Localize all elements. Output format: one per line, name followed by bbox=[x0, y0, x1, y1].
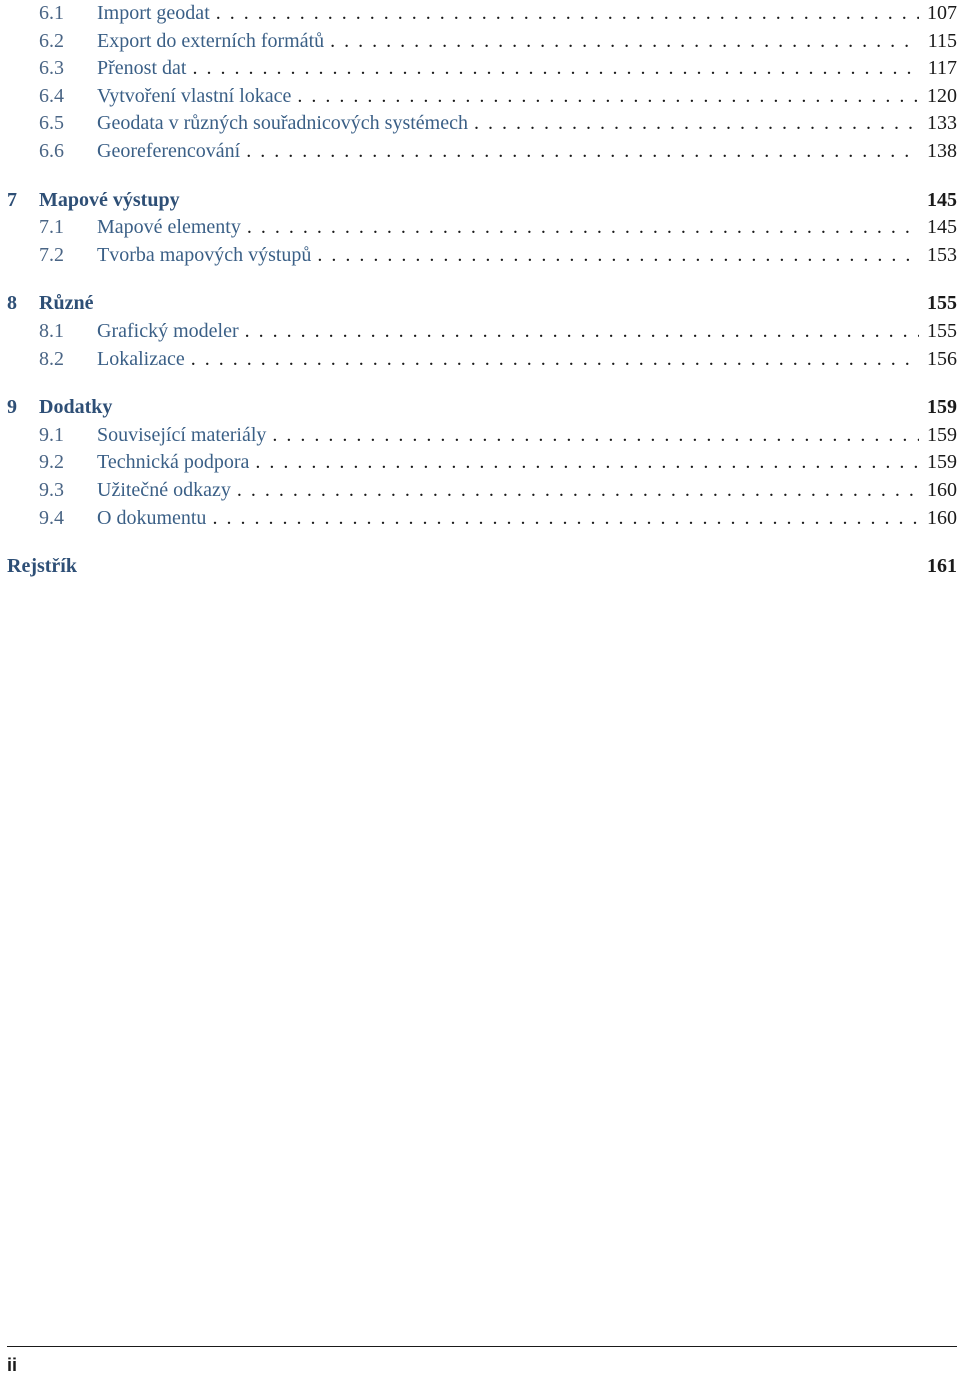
entry-page[interactable]: 133 bbox=[927, 112, 957, 135]
entry-page[interactable]: 160 bbox=[927, 506, 957, 529]
entry-title[interactable]: Užitečné odkazy bbox=[97, 478, 231, 501]
toc-entry-6-4[interactable] bbox=[7, 83, 957, 111]
entry-page[interactable]: 160 bbox=[927, 478, 957, 501]
entry-page[interactable]: 145 bbox=[927, 216, 957, 239]
index-page[interactable]: 161 bbox=[927, 555, 957, 578]
entry-number: 7.2 bbox=[39, 243, 64, 266]
leader-dots bbox=[210, 505, 919, 533]
page-folio: ii bbox=[7, 1355, 18, 1375]
entry-number: 6.2 bbox=[39, 29, 64, 52]
entry-number: 9.1 bbox=[39, 423, 64, 446]
toc-entry-9-2[interactable] bbox=[7, 449, 957, 477]
entry-number: 6.5 bbox=[39, 112, 64, 135]
entry-page[interactable]: 120 bbox=[927, 84, 957, 107]
leader-dots bbox=[315, 242, 919, 270]
entry-title[interactable]: Import geodat bbox=[97, 2, 210, 24]
toc-chapter-7[interactable] bbox=[7, 187, 957, 215]
toc-chapter-8[interactable] bbox=[7, 290, 957, 318]
entry-number: 6.4 bbox=[39, 84, 64, 107]
entry-number: 6.6 bbox=[39, 139, 64, 162]
entry-title[interactable]: Přenost dat bbox=[97, 57, 187, 80]
toc-entry-9-4[interactable] bbox=[7, 505, 957, 533]
leader-dots bbox=[245, 214, 919, 242]
table-of-contents bbox=[7, 0, 957, 581]
entry-page[interactable]: 155 bbox=[927, 319, 957, 342]
entry-title[interactable]: Technická podpora bbox=[97, 451, 250, 474]
toc-entry-6-6[interactable] bbox=[7, 138, 957, 166]
toc-entry-9-1[interactable] bbox=[7, 422, 957, 450]
toc-index[interactable] bbox=[7, 553, 957, 581]
entry-title[interactable]: O dokumentu bbox=[97, 506, 207, 529]
leader-dots bbox=[243, 318, 919, 346]
chapter-page[interactable]: 145 bbox=[927, 188, 957, 211]
entry-title[interactable]: Geodata v různých souřadnicových systémech bbox=[97, 112, 468, 135]
chapter-title[interactable]: Mapové výstupy bbox=[39, 188, 180, 211]
footer-rule bbox=[7, 1346, 957, 1347]
entry-page[interactable]: 159 bbox=[927, 423, 957, 446]
toc-entry-8-1[interactable] bbox=[7, 318, 957, 346]
entry-title[interactable]: Tvorba mapových výstupů bbox=[97, 243, 312, 266]
entry-title[interactable]: Export do externích formátů bbox=[97, 29, 325, 52]
toc-entry-6-5[interactable] bbox=[7, 110, 957, 138]
entry-number: 8.1 bbox=[39, 319, 64, 342]
entry-number: 9.2 bbox=[39, 451, 64, 474]
entry-title[interactable]: Georeferencování bbox=[97, 139, 241, 162]
chapter-number: 7 bbox=[7, 188, 17, 211]
entry-page[interactable]: 159 bbox=[927, 451, 957, 474]
entry-title[interactable]: Vytvoření vlastní lokace bbox=[97, 84, 292, 107]
entry-number: 9.4 bbox=[39, 506, 64, 529]
entry-page[interactable]: 138 bbox=[927, 139, 957, 162]
leader-dots bbox=[472, 110, 919, 138]
toc-entry-6-1[interactable] bbox=[7, 0, 957, 28]
toc-entry-6-2[interactable] bbox=[7, 28, 957, 56]
entry-number: 7.1 bbox=[39, 216, 64, 239]
toc-entry-7-2[interactable] bbox=[7, 242, 957, 270]
leader-dots bbox=[253, 449, 919, 477]
leader-dots bbox=[270, 422, 919, 450]
toc-chapter-9[interactable] bbox=[7, 394, 957, 422]
entry-title[interactable]: Grafický modeler bbox=[97, 319, 239, 342]
index-title[interactable]: Rejstřík bbox=[7, 555, 77, 578]
leader-dots bbox=[235, 477, 919, 505]
entry-page[interactable]: 117 bbox=[927, 57, 957, 80]
entry-page[interactable]: 153 bbox=[927, 243, 957, 266]
entry-title[interactable]: Lokalizace bbox=[97, 347, 185, 370]
leader-dots bbox=[244, 138, 919, 166]
entry-number: 6.1 bbox=[39, 2, 64, 24]
entry-title[interactable]: Související materiály bbox=[97, 423, 267, 446]
entry-page[interactable]: 156 bbox=[927, 347, 957, 370]
chapter-page[interactable]: 155 bbox=[927, 292, 957, 315]
leader-dots bbox=[295, 83, 919, 111]
toc-entry-7-1[interactable] bbox=[7, 214, 957, 242]
entry-title[interactable]: Mapové elementy bbox=[97, 216, 241, 239]
leader-dots bbox=[214, 0, 919, 28]
entry-page[interactable]: 107 bbox=[927, 2, 957, 24]
entry-page[interactable]: 115 bbox=[927, 29, 957, 52]
toc-entry-6-3[interactable] bbox=[7, 55, 957, 83]
toc-entry-9-3[interactable] bbox=[7, 477, 957, 505]
leader-dots bbox=[328, 28, 919, 56]
leader-dots bbox=[190, 55, 919, 83]
chapter-number: 8 bbox=[7, 292, 17, 315]
entry-number: 6.3 bbox=[39, 57, 64, 80]
chapter-page[interactable]: 159 bbox=[927, 396, 957, 419]
toc-entry-8-2[interactable] bbox=[7, 346, 957, 374]
chapter-number: 9 bbox=[7, 396, 17, 419]
entry-number: 8.2 bbox=[39, 347, 64, 370]
chapter-title[interactable]: Různé bbox=[39, 292, 94, 315]
chapter-title[interactable]: Dodatky bbox=[39, 396, 113, 419]
entry-number: 9.3 bbox=[39, 478, 64, 501]
leader-dots bbox=[189, 346, 919, 374]
